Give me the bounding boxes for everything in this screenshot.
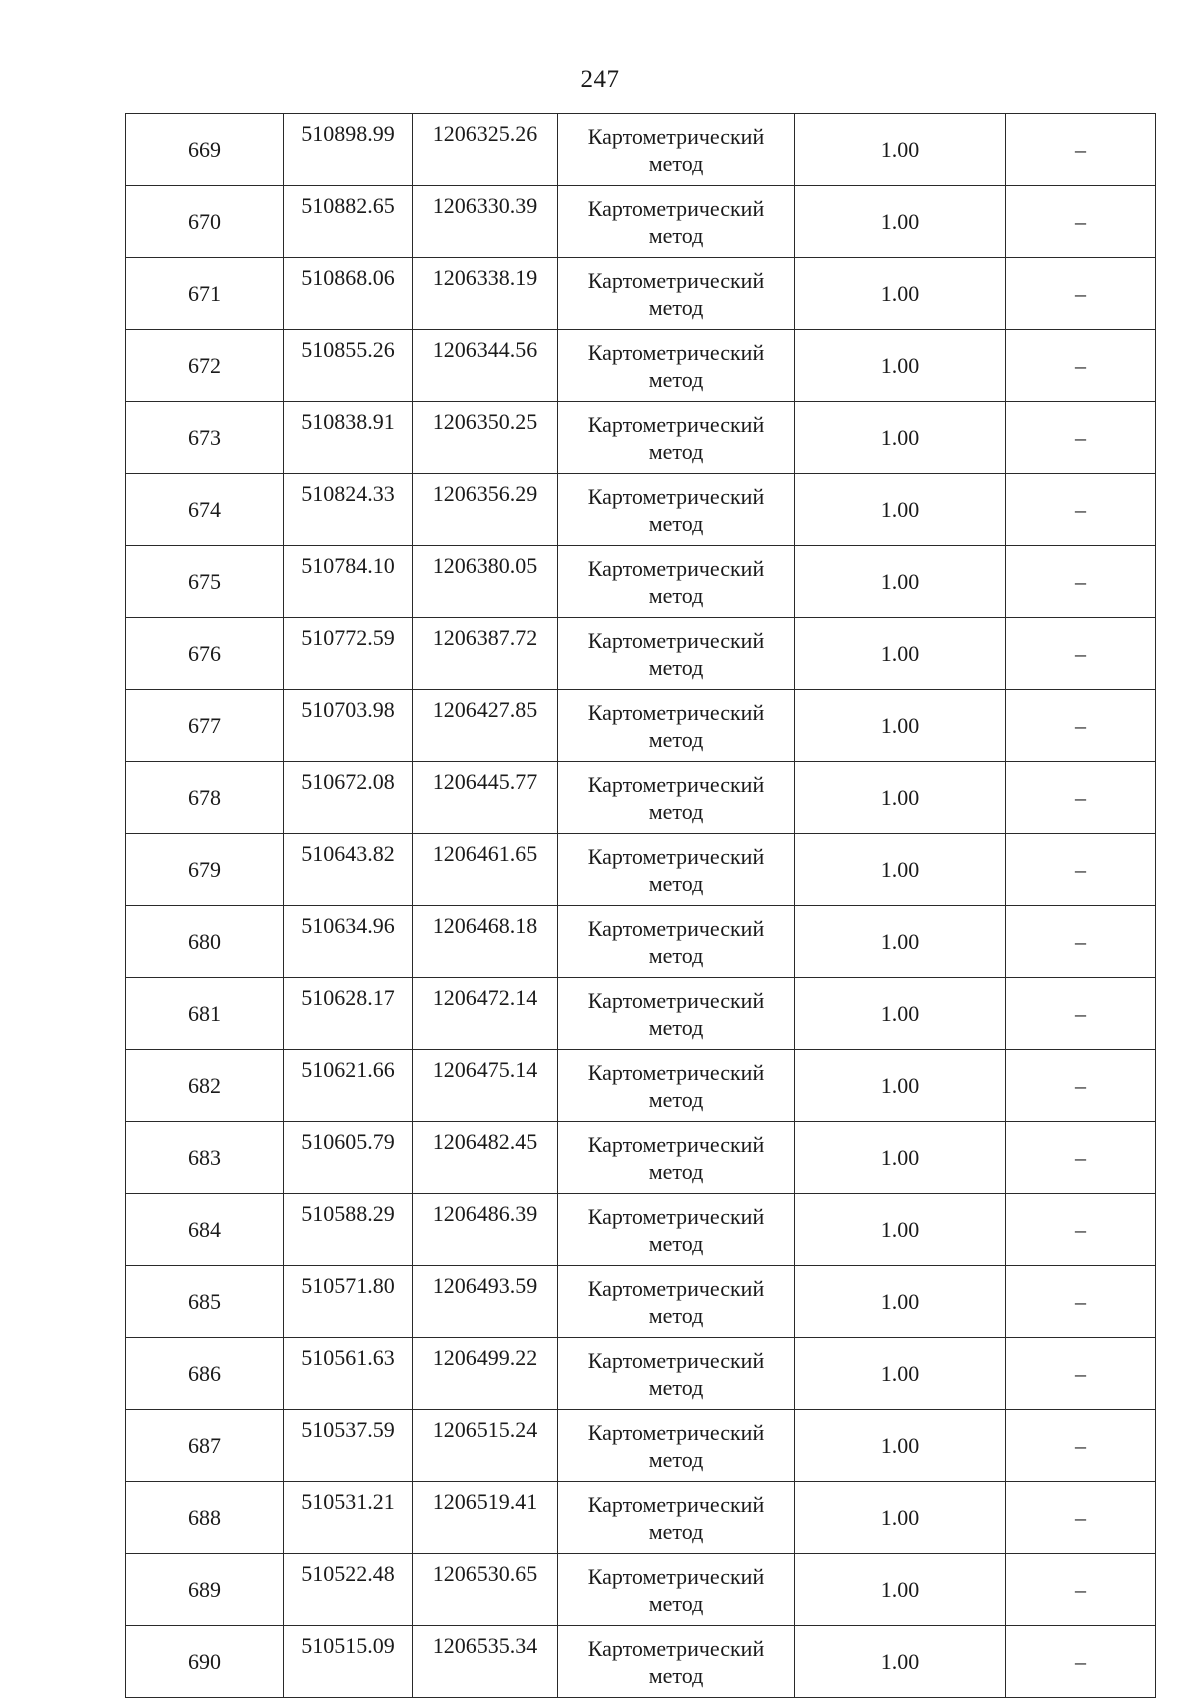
y-coordinate-cell: 1206515.24: [413, 1410, 558, 1482]
y-coordinate-cell: 1206535.34: [413, 1626, 558, 1698]
method-line-1: Картометрический: [587, 1203, 765, 1229]
extra-cell: –: [1006, 618, 1156, 690]
point-number-cell: 677: [126, 690, 284, 762]
point-number-cell: 690: [126, 1626, 284, 1698]
extra-cell: –: [1006, 906, 1156, 978]
method-line-2: метод: [648, 870, 704, 896]
method-cell: [558, 1626, 795, 1698]
x-coordinate-cell: 510772.59: [284, 618, 413, 690]
method-line-2: метод: [648, 1302, 704, 1328]
method-line-1: Картометрический: [587, 1491, 765, 1517]
y-coordinate-cell: 1206486.39: [413, 1194, 558, 1266]
x-coordinate-cell: 510703.98: [284, 690, 413, 762]
x-coordinate-cell: 510561.63: [284, 1338, 413, 1410]
accuracy-cell: 1.00: [795, 1050, 1006, 1122]
x-coordinate-cell: 510515.09: [284, 1626, 413, 1698]
point-number-cell: 671: [126, 258, 284, 330]
method-cell: [558, 618, 795, 690]
extra-cell: –: [1006, 1050, 1156, 1122]
method-line-1: Картометрический: [587, 411, 765, 437]
method-cell: [558, 546, 795, 618]
x-coordinate-cell: 510634.96: [284, 906, 413, 978]
method-cell: [558, 978, 795, 1050]
table-row: [126, 1122, 1156, 1194]
table-row: [126, 834, 1156, 906]
point-number-cell: 687: [126, 1410, 284, 1482]
accuracy-cell: 1.00: [795, 186, 1006, 258]
x-coordinate-cell: 510571.80: [284, 1266, 413, 1338]
extra-cell: –: [1006, 1194, 1156, 1266]
x-coordinate-cell: 510855.26: [284, 330, 413, 402]
point-number-cell: 670: [126, 186, 284, 258]
method-line-1: Картометрический: [587, 195, 765, 221]
x-coordinate-cell: 510531.21: [284, 1482, 413, 1554]
y-coordinate-cell: 1206350.25: [413, 402, 558, 474]
method-line-2: метод: [648, 654, 704, 680]
method-line-2: метод: [648, 726, 704, 752]
table-row: [126, 762, 1156, 834]
extra-cell: –: [1006, 762, 1156, 834]
accuracy-cell: 1.00: [795, 258, 1006, 330]
extra-cell: –: [1006, 690, 1156, 762]
table-row: [126, 546, 1156, 618]
method-line-2: метод: [648, 366, 704, 392]
method-line-1: Картометрический: [587, 1131, 765, 1157]
method-line-1: Картометрический: [587, 1635, 765, 1661]
x-coordinate-cell: 510898.99: [284, 114, 413, 186]
extra-cell: –: [1006, 258, 1156, 330]
method-line-2: метод: [648, 798, 704, 824]
method-line-1: Картометрический: [587, 267, 765, 293]
y-coordinate-cell: 1206530.65: [413, 1554, 558, 1626]
accuracy-cell: 1.00: [795, 114, 1006, 186]
y-coordinate-cell: 1206482.45: [413, 1122, 558, 1194]
table-row: [126, 402, 1156, 474]
method-cell: [558, 1266, 795, 1338]
accuracy-cell: 1.00: [795, 1266, 1006, 1338]
table-row: [126, 1050, 1156, 1122]
table-row: [126, 1554, 1156, 1626]
method-line-2: метод: [648, 222, 704, 248]
method-line-1: Картометрический: [587, 771, 765, 797]
point-number-cell: 679: [126, 834, 284, 906]
accuracy-cell: 1.00: [795, 1482, 1006, 1554]
extra-cell: –: [1006, 1410, 1156, 1482]
point-number-cell: 685: [126, 1266, 284, 1338]
accuracy-cell: 1.00: [795, 762, 1006, 834]
method-line-1: Картометрический: [587, 1419, 765, 1445]
method-line-2: метод: [648, 510, 704, 536]
accuracy-cell: 1.00: [795, 978, 1006, 1050]
method-cell: [558, 1338, 795, 1410]
method-line-2: метод: [648, 1518, 704, 1544]
method-line-1: Картометрический: [587, 555, 765, 581]
point-number-cell: 678: [126, 762, 284, 834]
table-row: [126, 690, 1156, 762]
y-coordinate-cell: 1206493.59: [413, 1266, 558, 1338]
method-line-2: метод: [648, 582, 704, 608]
coordinates-table: [125, 113, 1156, 1698]
extra-cell: –: [1006, 834, 1156, 906]
method-line-2: метод: [648, 438, 704, 464]
table-row: [126, 1626, 1156, 1698]
accuracy-cell: 1.00: [795, 1194, 1006, 1266]
accuracy-cell: 1.00: [795, 1554, 1006, 1626]
method-line-2: метод: [648, 1086, 704, 1112]
method-cell: [558, 1122, 795, 1194]
point-number-cell: 682: [126, 1050, 284, 1122]
table-row: [126, 1482, 1156, 1554]
x-coordinate-cell: 510868.06: [284, 258, 413, 330]
table-row: [126, 258, 1156, 330]
x-coordinate-cell: 510784.10: [284, 546, 413, 618]
table-row: [126, 330, 1156, 402]
extra-cell: –: [1006, 330, 1156, 402]
point-number-cell: 675: [126, 546, 284, 618]
table-row: [126, 906, 1156, 978]
method-cell: [558, 1554, 795, 1626]
method-cell: [558, 330, 795, 402]
method-line-1: Картометрический: [587, 1563, 765, 1589]
method-line-2: метод: [648, 1446, 704, 1472]
method-line-1: Картометрический: [587, 1275, 765, 1301]
method-cell: [558, 1050, 795, 1122]
accuracy-cell: 1.00: [795, 906, 1006, 978]
point-number-cell: 684: [126, 1194, 284, 1266]
method-cell: [558, 186, 795, 258]
table-row: [126, 618, 1156, 690]
table-row: [126, 474, 1156, 546]
point-number-cell: 673: [126, 402, 284, 474]
point-number-cell: 681: [126, 978, 284, 1050]
method-line-1: Картометрический: [587, 915, 765, 941]
y-coordinate-cell: 1206387.72: [413, 618, 558, 690]
x-coordinate-cell: 510824.33: [284, 474, 413, 546]
x-coordinate-cell: 510588.29: [284, 1194, 413, 1266]
method-line-2: метод: [648, 1230, 704, 1256]
method-line-2: метод: [648, 150, 704, 176]
table-row: [126, 1410, 1156, 1482]
method-line-1: Картометрический: [587, 123, 765, 149]
accuracy-cell: 1.00: [795, 402, 1006, 474]
extra-cell: –: [1006, 546, 1156, 618]
x-coordinate-cell: 510882.65: [284, 186, 413, 258]
extra-cell: –: [1006, 114, 1156, 186]
y-coordinate-cell: 1206356.29: [413, 474, 558, 546]
table-row: [126, 978, 1156, 1050]
y-coordinate-cell: 1206468.18: [413, 906, 558, 978]
y-coordinate-cell: 1206330.39: [413, 186, 558, 258]
y-coordinate-cell: 1206344.56: [413, 330, 558, 402]
method-cell: [558, 1410, 795, 1482]
x-coordinate-cell: 510672.08: [284, 762, 413, 834]
point-number-cell: 672: [126, 330, 284, 402]
method-line-1: Картометрический: [587, 1347, 765, 1373]
point-number-cell: 689: [126, 1554, 284, 1626]
y-coordinate-cell: 1206472.14: [413, 978, 558, 1050]
table-row: [126, 186, 1156, 258]
method-cell: [558, 906, 795, 978]
method-cell: [558, 690, 795, 762]
method-line-2: метод: [648, 294, 704, 320]
method-cell: [558, 402, 795, 474]
method-line-2: метод: [648, 1590, 704, 1616]
extra-cell: –: [1006, 1626, 1156, 1698]
x-coordinate-cell: 510643.82: [284, 834, 413, 906]
y-coordinate-cell: 1206338.19: [413, 258, 558, 330]
y-coordinate-cell: 1206475.14: [413, 1050, 558, 1122]
accuracy-cell: 1.00: [795, 546, 1006, 618]
extra-cell: –: [1006, 1482, 1156, 1554]
y-coordinate-cell: 1206461.65: [413, 834, 558, 906]
extra-cell: –: [1006, 186, 1156, 258]
y-coordinate-cell: 1206325.26: [413, 114, 558, 186]
method-line-1: Картометрический: [587, 627, 765, 653]
extra-cell: –: [1006, 474, 1156, 546]
accuracy-cell: 1.00: [795, 1626, 1006, 1698]
x-coordinate-cell: 510537.59: [284, 1410, 413, 1482]
extra-cell: –: [1006, 1338, 1156, 1410]
method-line-1: Картометрический: [587, 843, 765, 869]
point-number-cell: 680: [126, 906, 284, 978]
accuracy-cell: 1.00: [795, 618, 1006, 690]
method-line-1: Картометрический: [587, 987, 765, 1013]
coordinates-table-body: [126, 114, 1156, 1698]
method-line-2: метод: [648, 1014, 704, 1040]
extra-cell: –: [1006, 402, 1156, 474]
method-cell: [558, 474, 795, 546]
method-line-2: метод: [648, 1662, 704, 1688]
point-number-cell: 674: [126, 474, 284, 546]
method-line-1: Картометрический: [587, 1059, 765, 1085]
table-row: [126, 1338, 1156, 1410]
point-number-cell: 669: [126, 114, 284, 186]
method-line-1: Картометрический: [587, 339, 765, 365]
method-line-1: Картометрический: [587, 483, 765, 509]
method-line-2: метод: [648, 1374, 704, 1400]
method-line-2: метод: [648, 942, 704, 968]
table-row: [126, 114, 1156, 186]
accuracy-cell: 1.00: [795, 1410, 1006, 1482]
point-number-cell: 683: [126, 1122, 284, 1194]
y-coordinate-cell: 1206427.85: [413, 690, 558, 762]
accuracy-cell: 1.00: [795, 690, 1006, 762]
point-number-cell: 676: [126, 618, 284, 690]
method-line-2: метод: [648, 1158, 704, 1184]
point-number-cell: 688: [126, 1482, 284, 1554]
accuracy-cell: 1.00: [795, 834, 1006, 906]
x-coordinate-cell: 510522.48: [284, 1554, 413, 1626]
extra-cell: –: [1006, 1122, 1156, 1194]
x-coordinate-cell: 510838.91: [284, 402, 413, 474]
method-line-1: Картометрический: [587, 699, 765, 725]
point-number-cell: 686: [126, 1338, 284, 1410]
method-cell: [558, 1194, 795, 1266]
method-cell: [558, 834, 795, 906]
extra-cell: –: [1006, 978, 1156, 1050]
extra-cell: –: [1006, 1266, 1156, 1338]
accuracy-cell: 1.00: [795, 1338, 1006, 1410]
page-number: 247: [580, 66, 620, 93]
x-coordinate-cell: 510605.79: [284, 1122, 413, 1194]
accuracy-cell: 1.00: [795, 474, 1006, 546]
y-coordinate-cell: 1206445.77: [413, 762, 558, 834]
table-row: [126, 1266, 1156, 1338]
y-coordinate-cell: 1206499.22: [413, 1338, 558, 1410]
x-coordinate-cell: 510621.66: [284, 1050, 413, 1122]
accuracy-cell: 1.00: [795, 330, 1006, 402]
accuracy-cell: 1.00: [795, 1122, 1006, 1194]
method-cell: [558, 762, 795, 834]
method-cell: [558, 114, 795, 186]
y-coordinate-cell: 1206380.05: [413, 546, 558, 618]
x-coordinate-cell: 510628.17: [284, 978, 413, 1050]
method-cell: [558, 1482, 795, 1554]
method-cell: [558, 258, 795, 330]
extra-cell: –: [1006, 1554, 1156, 1626]
y-coordinate-cell: 1206519.41: [413, 1482, 558, 1554]
table-row: [126, 1194, 1156, 1266]
